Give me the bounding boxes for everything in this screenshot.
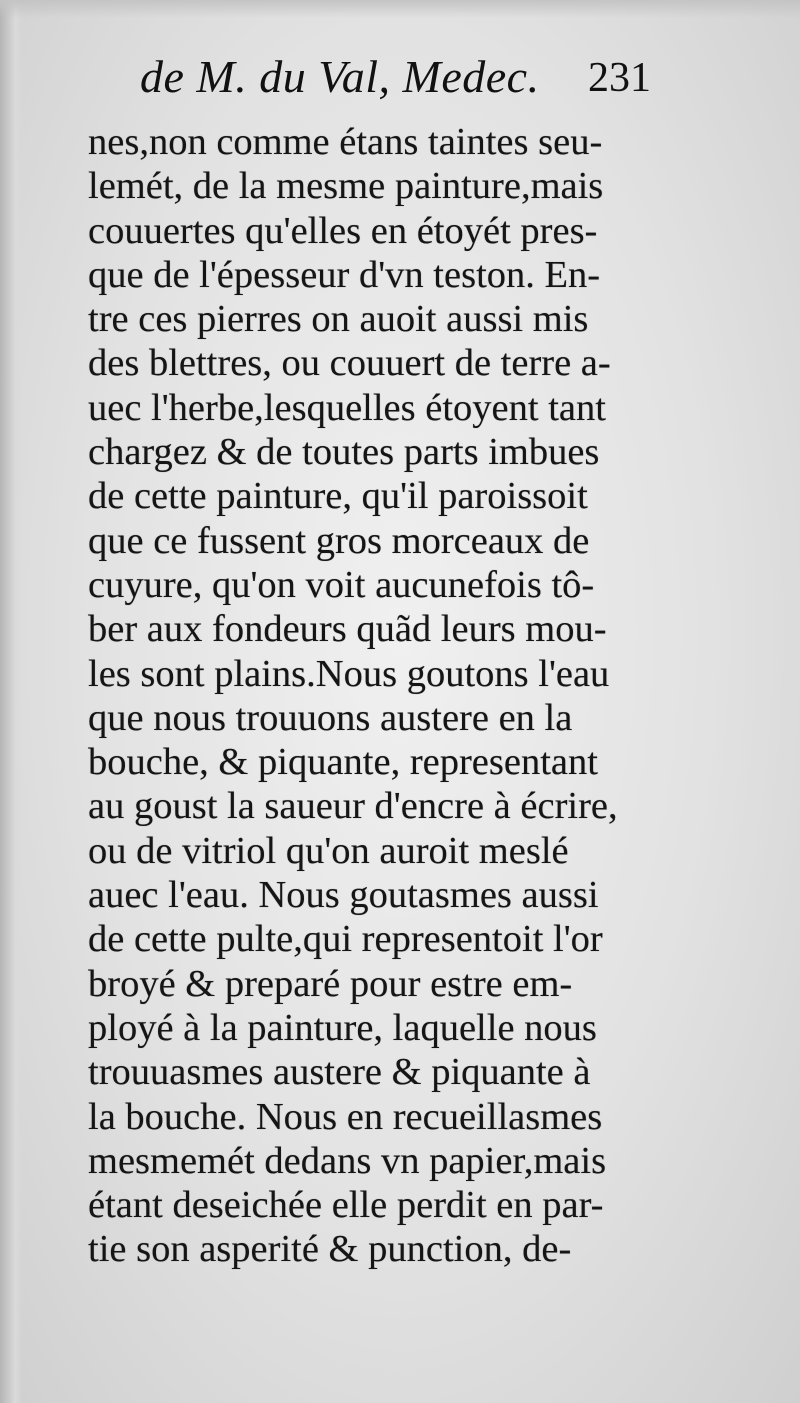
page-header [140, 50, 680, 112]
text-line: étant deseichée elle perdit en par- [88, 1184, 604, 1227]
text-line: ou de vitriol qu'on auroit meslé [88, 829, 569, 872]
running-head: de M. du Val, Medec. [140, 51, 540, 102]
text-line: que nous trouuons austere en la [88, 696, 573, 739]
body-text [88, 120, 673, 1272]
page-top-shadow [0, 0, 800, 18]
page-edge-shadow [0, 0, 22, 1403]
text-line: ber aux fondeurs quãd leurs mou- [88, 608, 607, 651]
text-line: tie son asperité & punction, de- [88, 1228, 572, 1271]
text-line: cuyure, qu'on voit aucunefois tô- [88, 563, 595, 606]
text-line: broyé & preparé pour estre em- [88, 962, 573, 1005]
page-number: 231 [588, 55, 651, 101]
text-line: les sont plains.Nous goutons l'eau [88, 652, 610, 695]
text-line: des blettres, ou couuert de terre a- [88, 342, 611, 385]
text-line: tre ces pierres on auoit aussi mis [88, 298, 589, 341]
text-line: uec l'herbe,lesquelles étoyent tant [88, 386, 606, 429]
text-line: au goust la saueur d'encre à écrire, [88, 785, 618, 828]
text-line: lemét, de la mesme painture,mais [88, 165, 604, 208]
text-line: ployé à la painture, laquelle nous [88, 1006, 597, 1049]
text-line: nes,non comme étans taintes seu- [88, 121, 603, 163]
text-line: couuertes qu'elles en étoyét pres- [88, 209, 598, 252]
text-line: la bouche. Nous en recueillasmes [88, 1095, 603, 1138]
text-line: que ce fussent gros morceaux de [88, 519, 590, 562]
text-line: que de l'épesseur d'vn teston. En- [88, 253, 601, 296]
text-line: mesmemét dedans vn papier,mais [88, 1139, 607, 1182]
text-line: trouuasmes austere & piquante à [88, 1051, 591, 1094]
text-line: de cette pulte,qui representoit l'or [88, 918, 603, 961]
text-line: auec l'eau. Nous goutasmes aussi [88, 874, 599, 917]
text-line: de cette painture, qu'il paroissoit [88, 475, 588, 518]
text-line: chargez & de toutes parts imbues [88, 431, 600, 474]
text-line: bouche, & piquante, representant [88, 741, 598, 784]
